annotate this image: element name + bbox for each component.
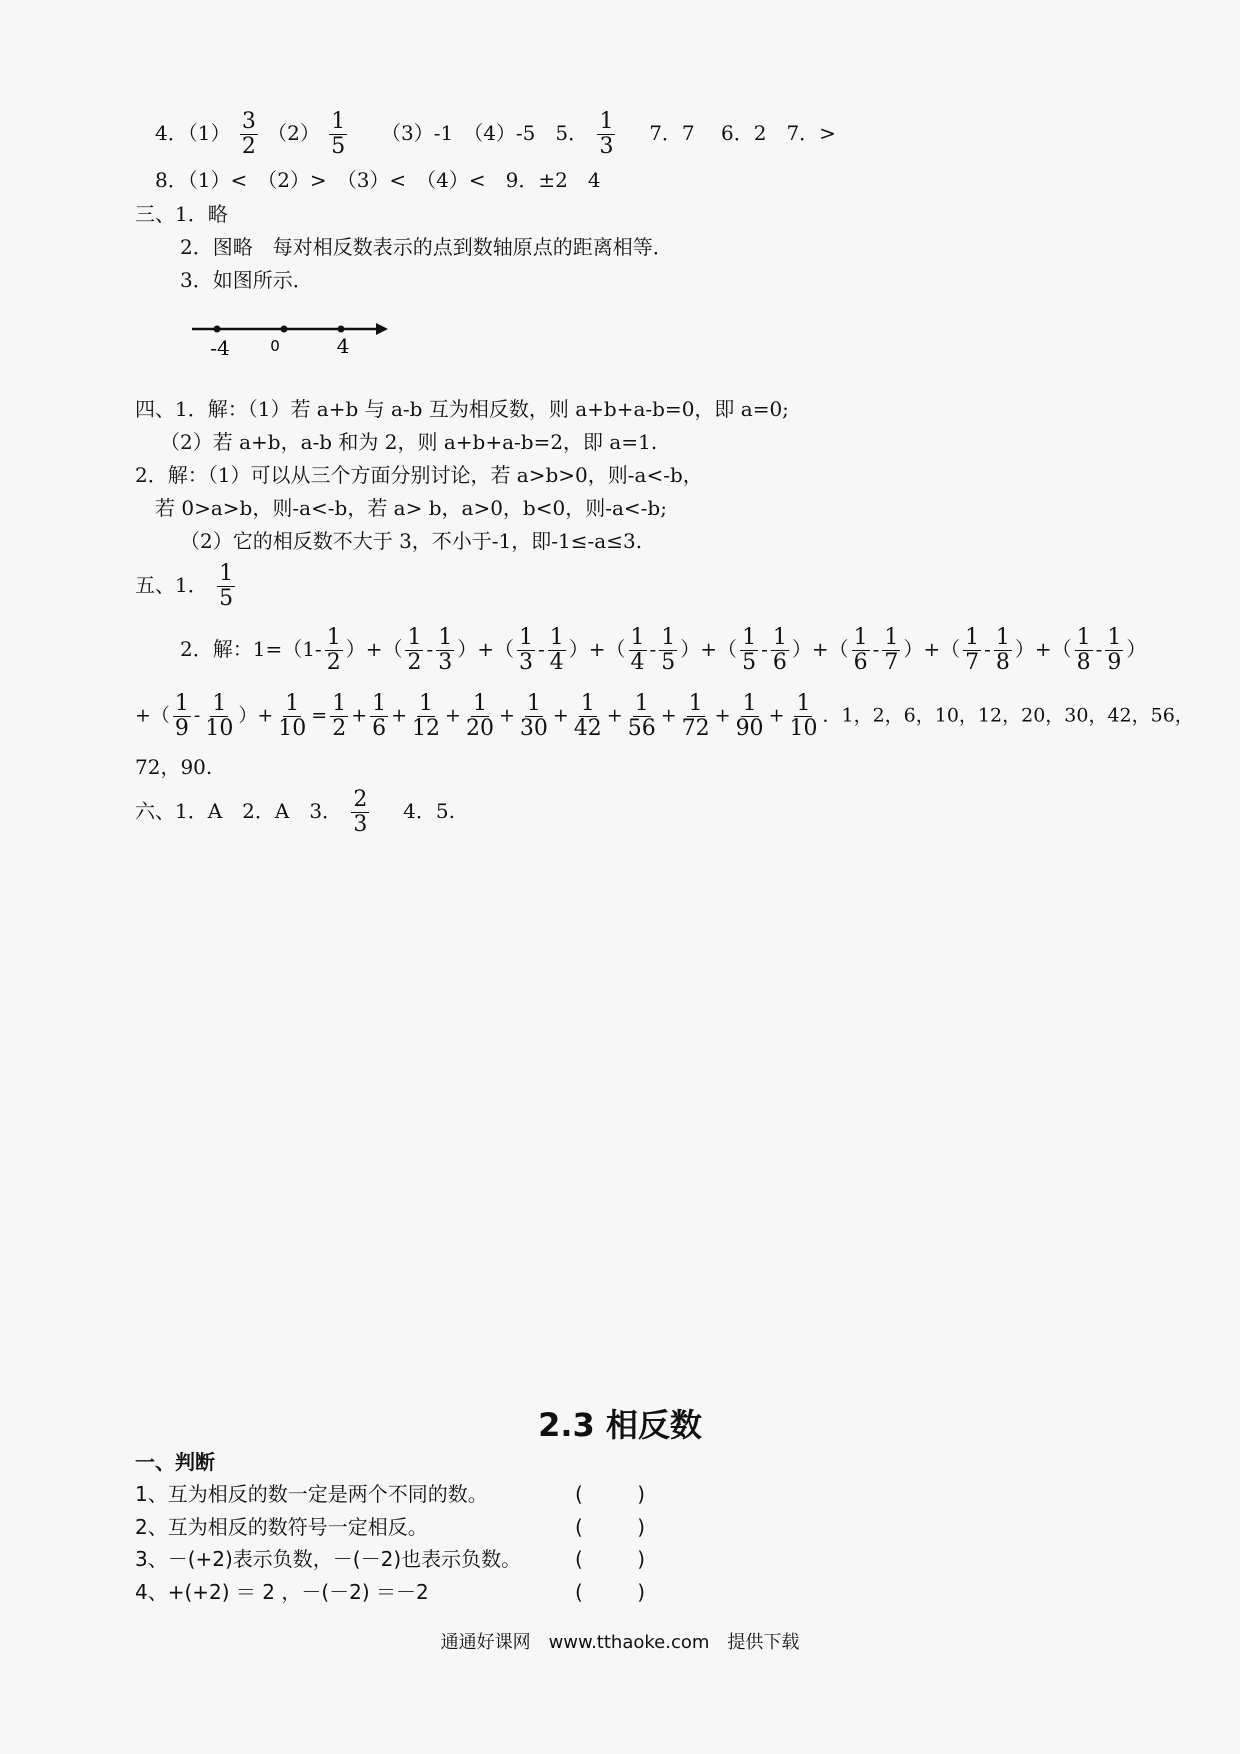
label-0: 0 (270, 337, 280, 355)
liu-tail: 4．5. (403, 799, 455, 823)
question-2: 2、互为相反的数符号一定相反。 (135, 1515, 428, 1539)
answer-blank-4[interactable] (575, 1580, 645, 1604)
wu1-label: 五、1． (135, 573, 208, 597)
line1-tail: 7．7 6．2 7．> (649, 121, 836, 145)
answer-line-2: 8．（1）< （2）> （3）< （4）< 9．±2 4 (155, 168, 601, 192)
answer-line-1 (155, 110, 836, 159)
wu-2-line-2: +（ $\frac{1}{9}$ - $\frac{1}{10}$ ）+ $\frac{1}{10}$ = $\frac{1}{2}$ + $\frac{1}{6}$ + $\frac{1}{12}$ + $\frac{1}{20}$ + $\frac{1}{30}$ + $\frac{1}{42}$ + $\frac{1}{56}$ + $\frac{1}{72}$ + $\frac{1}{90}$ + $\frac{1}{10}$ ．1，2，6，10，12，20，30，42，56， (135, 691, 1194, 741)
frac-den: 3 (353, 812, 368, 837)
answer-blank-1[interactable] (575, 1482, 645, 1506)
fraction (597, 110, 615, 159)
frac-num: 1 (599, 109, 614, 134)
frac-den: 5 (219, 586, 234, 611)
q4-2-label: （2） (267, 121, 320, 145)
paren-open: ( (575, 1547, 583, 1571)
frac-den: 5 (331, 134, 346, 159)
section-title: 2.3 相反数 (538, 1406, 702, 1444)
paren-close: ) (637, 1515, 645, 1539)
frac-num: 3 (241, 109, 256, 134)
paren-open: ( (575, 1580, 583, 1604)
point-4 (338, 326, 345, 333)
fraction (329, 110, 347, 159)
fraction (217, 562, 235, 611)
liu (135, 788, 455, 837)
wu-3: 72，90. (135, 755, 213, 779)
si-1: 四、1．解：（1）若 a+b 与 a-b 互为相反数，则 a+b+a-b=0，即 a=0; (135, 397, 789, 421)
san-3: 3．如图所示． (180, 268, 313, 292)
wu2-label: 2．解：1=（1- (180, 637, 322, 661)
answer-blank-3[interactable] (575, 1547, 645, 1571)
si-5: （2）它的相反数不大于 3，不小于-1，即-1≤-a≤3. (180, 529, 643, 553)
fraction (240, 110, 258, 159)
question-1: 1、互为相反的数一定是两个不同的数。 (135, 1482, 488, 1506)
paren-open: ( (575, 1515, 583, 1539)
si-2: （2）若 a+b，a-b 和为 2，则 a+b+a-b=2，即 a=1. (160, 430, 658, 454)
paren-close: ) (637, 1482, 645, 1506)
frac-den: 3 (599, 134, 614, 159)
frac-den: 2 (241, 134, 256, 159)
answer-blank-2[interactable] (575, 1515, 645, 1539)
section-heading: 一、判断 (135, 1450, 215, 1474)
frac-num: 1 (331, 109, 346, 134)
si-4: 若 0>a>b，则-a<-b，若 a> b，a>0，b<0，则-a<-b; (155, 496, 667, 520)
q4-rest: （3）-1 （4）-5 5． (380, 121, 589, 145)
frac-num: 2 (353, 787, 368, 812)
question-4: 4、+(+2) ＝ 2 ，－(－2) ＝－2 (135, 1580, 429, 1604)
wu-2-line-1: 2．解：1=（1- $\frac{1}{2}$ ）+（ $\frac{1}{2}$ - $\frac{1}{3}$ ）+（ $\frac{1}{3}$ - $\frac{1}{4}$ ）+（ $\frac{1}{4}$ - $\frac{1}{5}$ ）+（ $\frac{1}{5}$ - $\frac{1}{6}$ ）+（ $\frac{1}{6}$ - $\frac{1}{7}$ ）+（ $\frac{1}{7}$ - $\frac{1}{8}$ ）+（ $\frac{1}{8}$ - $\frac{1}{9}$ ） (180, 625, 1147, 675)
paren-close: ) (637, 1547, 645, 1571)
number-line (180, 310, 400, 360)
frac-num: 1 (219, 561, 234, 586)
label-minus-4: -4 (210, 336, 230, 360)
san-1: 三、1．略 (135, 202, 228, 226)
fraction (351, 788, 369, 837)
point-0 (281, 326, 288, 333)
question-3: 3、－(+2)表示负数，－(－2)也表示负数。 (135, 1547, 522, 1571)
label-4: 4 (336, 334, 350, 358)
wu-1 (135, 562, 238, 611)
liu-label: 六、1．A 2．A 3． (135, 799, 343, 823)
paren-open: ( (575, 1482, 583, 1506)
si-3: 2．解：（1）可以从三个方面分别讨论，若 a>b>0，则-a<-b， (135, 463, 703, 487)
number-line-arrow (376, 323, 388, 335)
san-2: 2．图略 每对相反数表示的点到数轴原点的距离相等． (180, 235, 673, 259)
wu2-tail: ．1，2，6，10，12，20，30，42，56， (822, 704, 1194, 727)
paren-close: ) (637, 1580, 645, 1604)
point-minus-4 (214, 326, 221, 333)
page-footer: 通通好课网 www.tthaoke.com 提供下载 (440, 1632, 800, 1653)
q4-label: 4．（1） (155, 121, 231, 145)
